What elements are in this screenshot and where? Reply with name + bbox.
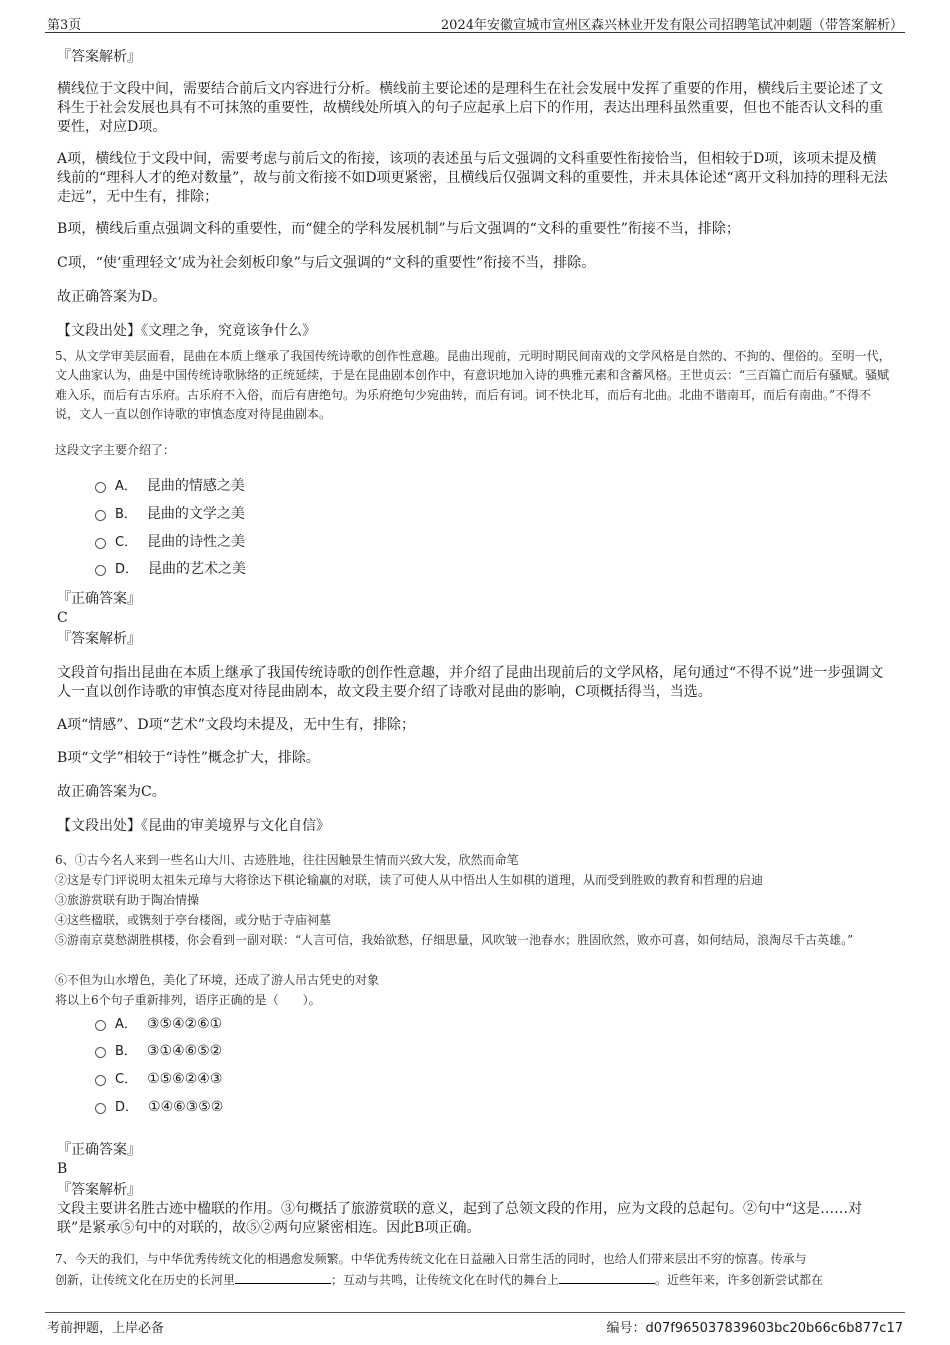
q5-source: 【文段出处】《昆曲的审美境界与文化自信》 <box>57 818 330 834</box>
page-header <box>45 12 905 33</box>
radio-icon[interactable] <box>95 1075 106 1086</box>
q6-option-b[interactable]: B． ③①④⑥⑤② <box>95 1041 222 1061</box>
q6-correct-label: 『正确答案』 <box>57 1142 141 1158</box>
q5-analysis-para-3: B项“文学”相较于“诗性”概念扩大，排除。 <box>57 750 320 766</box>
q4-source: 【文段出处】《文理之争，究竟该争什么》 <box>57 323 316 339</box>
q5-option-a[interactable]: A． 昆曲的情感之美 <box>95 476 245 496</box>
q6-option-d[interactable]: D． ①④⑥③⑤② <box>95 1097 223 1117</box>
q7-line-2: 创新，让传统文化在历史的长河里 ；互动与共鸣，让传统文化在时代的舞台上 。近些年来，许多创新尝试都在 <box>55 1270 893 1290</box>
radio-icon[interactable] <box>95 482 106 493</box>
blank-underline-2 <box>559 1270 655 1284</box>
q5-stem: 5、从文学审美层面看，昆曲在本质上继承了我国传统诗歌的创作性意趣。昆曲出现前，元明时期民间南戏的文学风格是自然的、不拘的、俚俗的。至明一代，文人曲家认为，曲是中国传统诗歌脉络的正统延续，于是在昆曲剧本创作中，有意识地加入诗的典雅元素和含蓄风格。王世贞云：“三百篇亡而后有骚赋。骚赋难入乐，而后有古乐府。古乐府不入俗，而后有唐绝句。为乐府绝句少宛曲转，而后有词。词不快北耳，而后有北曲。北曲不谐南耳，而后有南曲。”不得不说，文人一直以创作诗歌的审慎态度对待昆曲剧本。 <box>55 349 891 421</box>
q5-correct-answer: C <box>57 610 68 626</box>
q6-line-4: ④这些楹联，或镌刻于亭台楼阁，或分贴于寺庙祠墓 <box>55 913 332 927</box>
page-footer <box>45 1312 905 1335</box>
q6-line-2: ②这是专门评说明太祖朱元璋与大将徐达下棋论输赢的对联，读了可使人从中悟出人生如棋的道理，从而受到胜败的教育和哲理的启迪 <box>55 873 764 887</box>
q6-question: 将以上6个句子重新排列，语序正确的是（ ）。 <box>55 993 321 1007</box>
q6-line-6: ⑥不但为山水增色，美化了环境，还成了游人吊古凭史的对象 <box>55 973 380 987</box>
q4-analysis-para-2: A项，横线位于文段中间，需要考虑与前后文的衔接，该项的表述虽与后文强调的文科重要性衔接恰当，但相较于D项，该项未提及横线前的“理科人才的绝对数量”，故与前文衔接不如D项更紧密，且横线后仅强调文科的重要性，并未具体论述“离开文科加持的理科无法走远”，无中生有，排除； <box>57 151 888 205</box>
q6-option-a[interactable]: A． ③⑤④②⑥① <box>95 1014 222 1034</box>
q4-analysis-para-5: 故正确答案为D。 <box>57 289 167 305</box>
q5-correct-label: 『正确答案』 <box>57 591 141 607</box>
radio-icon[interactable] <box>95 1047 106 1058</box>
document-title: 2024年安徽宣城市宣州区森兴林业开发有限公司招聘笔试冲刺题（带答案解析） <box>440 18 903 33</box>
q6-correct-answer: B <box>57 1161 68 1177</box>
q5-analysis-para-2: A项“情感”、D项“艺术”文段均未提及，无中生有，排除； <box>57 717 415 733</box>
q4-analysis-para-4: C项，“使‘重理轻文’成为社会刻板印象”与后文强调的“文科的重要性”衔接不当，排除。 <box>57 255 596 271</box>
q6-line-5: ⑤游南京莫愁湖胜棋楼，你会看到一副对联：“人言可信，我始欲愁，仔细思量，风吹皱一池春水；胜固欣然，败亦可喜，如何结局，浪淘尽千古英雄。” <box>55 933 854 947</box>
radio-icon[interactable] <box>95 565 106 576</box>
q5-analysis-para-4: 故正确答案为C。 <box>57 784 166 800</box>
q4-analysis-para-1: 横线位于文段中间，需要结合前后文内容进行分析。横线前主要论述的是理科生在社会发展中发挥了重要的作用，横线后主要论述了文科生于社会发展也具有不可抹煞的重要性，故横线处所填入的句子应起承上启下的作用，表达出理科虽然重要，但也不能否认文科的重要性，对应D项。 <box>57 81 883 135</box>
q5-option-b[interactable]: B． 昆曲的文学之美 <box>95 504 245 524</box>
q5-option-d[interactable]: D． 昆曲的艺术之美 <box>95 559 246 579</box>
q5-analysis-label: 『答案解析』 <box>57 631 141 647</box>
q6-line-1: 6、①古今名人来到一些名山大川、古迹胜地，往往因触景生情而兴致大发，欣然而命笔 <box>55 853 519 867</box>
q5-option-c[interactable]: C． 昆曲的诗性之美 <box>95 532 245 552</box>
q6-analysis-text: 文段主要讲名胜古迹中楹联的作用。③句概括了旅游赏联的意义，起到了总领文段的作用，应为文段的总起句。②句中“这是……对联”是紧承⑤句中的对联的，故⑤②两句应紧密相连。因此B项正确。 <box>57 1201 863 1236</box>
page-number: 第3页 <box>47 18 82 33</box>
q5-question: 这段文字主要介绍了： <box>55 443 176 457</box>
q6-line-3: ③旅游赏联有助于陶冶情操 <box>55 893 200 907</box>
radio-icon[interactable] <box>95 1020 106 1031</box>
q6-analysis-label: 『答案解析』 <box>57 1182 141 1198</box>
q7-line-1: 7、今天的我们，与中华优秀传统文化的相遇愈发频繁。中华优秀传统文化在日益融入日常生活的同时，也给人们带来层出不穷的惊喜。传承与 <box>55 1252 807 1266</box>
q5-analysis-para-1: 文段首句指出昆曲在本质上继承了我国传统诗歌的创作性意趣，并介绍了昆曲出现前后的文学风格，尾句通过“不得不说”进一步强调文人一直以创作诗歌的审慎态度对待昆曲剧本，故文段主要介绍了诗歌对昆曲的影响，C项概括得当，当选。 <box>57 665 884 700</box>
footer-slogan: 考前押题，上岸必备 <box>47 1321 165 1336</box>
radio-icon[interactable] <box>95 1103 106 1114</box>
q4-analysis-para-3: B项，横线后重点强调文科的重要性，而“健全的学科发展机制”与后文强调的“文科的重要性”衔接不当，排除； <box>57 221 740 237</box>
q6-option-c[interactable]: C． ①⑤⑥②④③ <box>95 1069 222 1089</box>
radio-icon[interactable] <box>95 510 106 521</box>
blank-underline-1 <box>235 1270 331 1284</box>
radio-icon[interactable] <box>95 538 106 549</box>
footer-serial: 编号：d07f965037839603bc20b66c6b877c17 <box>606 1321 903 1336</box>
q4-analysis-label: 『答案解析』 <box>57 49 141 65</box>
